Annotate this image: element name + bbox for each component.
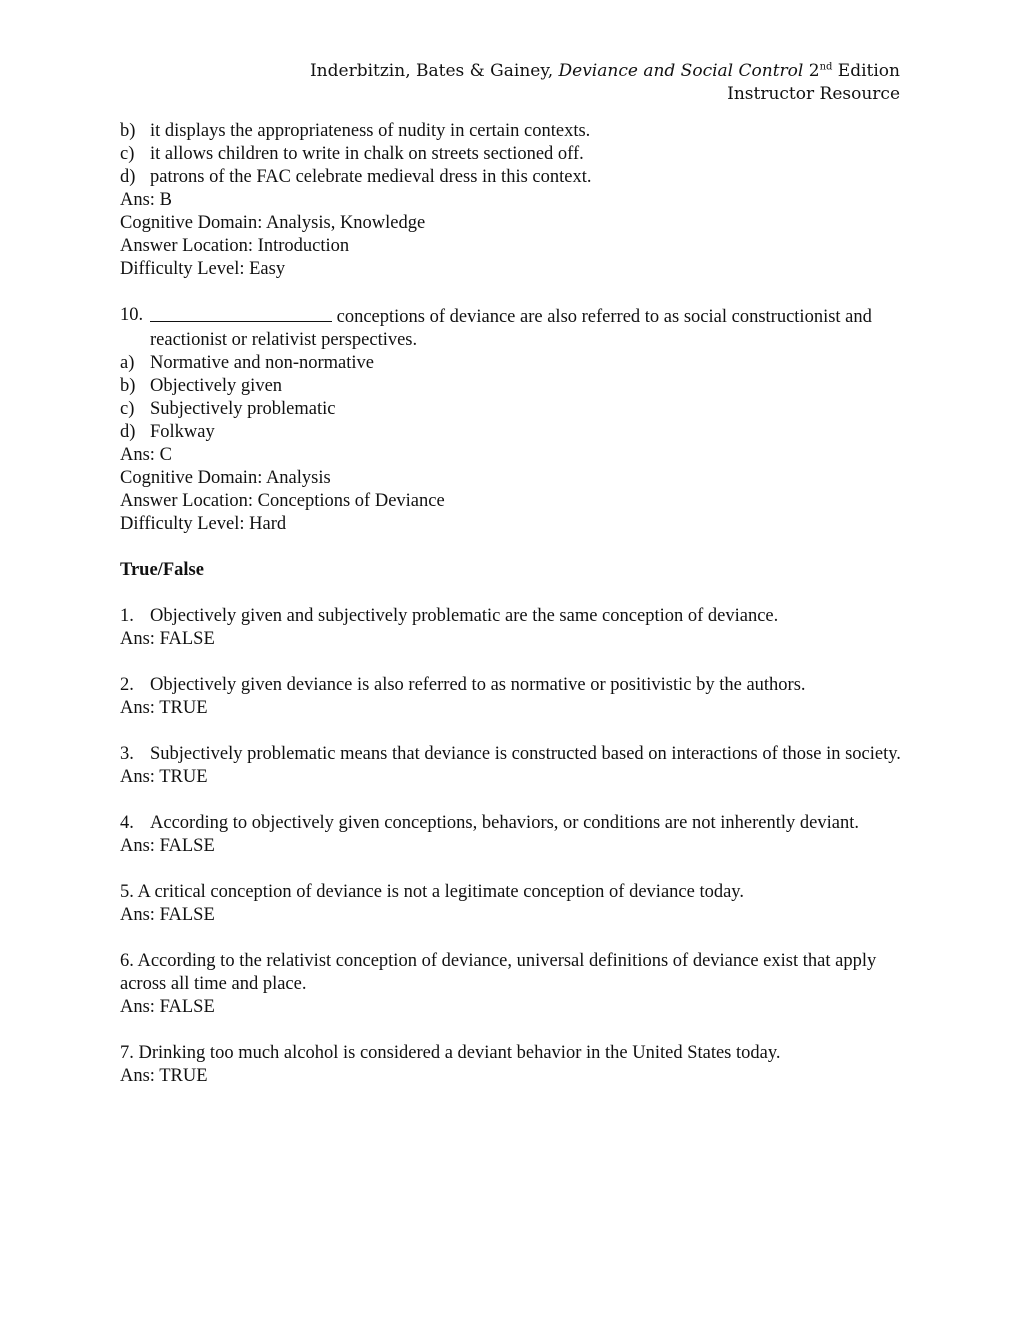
question-number: 4. xyxy=(120,813,134,833)
spacer xyxy=(120,927,910,950)
question-text: Objectively given and subjectively problematic are the same conception of deviance. xyxy=(150,606,779,626)
option-label: a) xyxy=(120,353,135,373)
spacer xyxy=(120,1019,910,1042)
tf-item-3 xyxy=(120,743,910,789)
tf-item-7 xyxy=(120,1042,910,1088)
q10-option-a xyxy=(120,352,910,375)
fill-in-blank xyxy=(150,304,332,322)
option-text: it allows children to write in chalk on streets sectioned off. xyxy=(150,144,584,164)
option-label: b) xyxy=(120,376,136,396)
option-text: it displays the appropriateness of nudity in certain contexts. xyxy=(150,121,591,141)
section-heading-true-false: True/False xyxy=(120,560,204,580)
q10-cognitive-domain: Cognitive Domain: Analysis xyxy=(120,468,331,488)
tf-item-6 xyxy=(120,950,910,1019)
q9-cognitive-domain: Cognitive Domain: Analysis, Knowledge xyxy=(120,213,426,233)
tf-question: 5. A critical conception of deviance is not a legitimate conception of deviance today. xyxy=(120,882,744,902)
q9-option-d xyxy=(120,166,910,189)
q10-answer: Ans: C xyxy=(120,445,172,465)
header-edition-number: 2 xyxy=(803,61,820,81)
question-text: Subjectively problematic means that deviance is constructed based on interactions of those in society. xyxy=(150,744,901,764)
header-edition-superscript: nd xyxy=(819,61,833,73)
tf-item-2 xyxy=(120,674,910,720)
question-number: 2. xyxy=(120,675,134,695)
tf-answer: Ans: TRUE xyxy=(120,767,208,787)
header-line-2: Instructor Resource xyxy=(727,84,900,104)
q10-answer-location: Answer Location: Conceptions of Deviance xyxy=(120,491,445,511)
q9-option-b xyxy=(120,120,910,143)
q10-difficulty: Difficulty Level: Hard xyxy=(120,514,287,534)
header-line-1 xyxy=(310,60,900,83)
spacer xyxy=(120,858,910,881)
option-text: patrons of the FAC celebrate medieval dress in this context. xyxy=(150,167,592,187)
tf-item-4 xyxy=(120,812,910,858)
q9-answer: Ans: B xyxy=(120,190,172,210)
tf-answer: Ans: FALSE xyxy=(120,997,215,1017)
q10-option-c xyxy=(120,398,910,421)
question-text: Objectively given deviance is also referred to as normative or positivistic by the authors. xyxy=(150,675,806,695)
page-header xyxy=(310,60,900,106)
tf-question xyxy=(120,674,910,697)
header-authors: Inderbitzin, Bates & Gainey, xyxy=(309,61,559,81)
tf-item-5 xyxy=(120,881,910,927)
tf-question: 7. Drinking too much alcohol is considered a deviant behavior in the United States today. xyxy=(120,1043,781,1063)
tf-answer: Ans: FALSE xyxy=(120,836,215,856)
tf-answer: Ans: TRUE xyxy=(120,698,208,718)
spacer xyxy=(120,582,910,605)
option-label: c) xyxy=(120,399,135,419)
question-text: conceptions of deviance are also referred to as social constructionist and reactionist or relativist perspectives. xyxy=(150,307,872,350)
tf-answer: Ans: FALSE xyxy=(120,905,215,925)
header-book-title: Deviance and Social Control xyxy=(558,61,804,81)
header-edition-word: Edition xyxy=(832,61,900,81)
tf-question xyxy=(120,812,910,835)
question-text: According to objectively given conceptions, behaviors, or conditions are not inherently deviant. xyxy=(150,813,859,833)
option-text: Objectively given xyxy=(150,376,283,396)
option-label: c) xyxy=(120,144,135,164)
spacer xyxy=(120,536,910,559)
option-text: Normative and non-normative xyxy=(150,353,374,373)
tf-item-1 xyxy=(120,605,910,651)
q9-difficulty: Difficulty Level: Easy xyxy=(120,259,286,279)
question-number: 1. xyxy=(120,606,134,626)
question-number: 10. xyxy=(120,305,144,325)
q9-option-c xyxy=(120,143,910,166)
option-label: d) xyxy=(120,422,136,442)
q10-option-d xyxy=(120,421,910,444)
q10-stem xyxy=(120,304,910,352)
question-10 xyxy=(120,304,910,536)
spacer xyxy=(120,720,910,743)
tf-answer: Ans: FALSE xyxy=(120,629,215,649)
option-label: d) xyxy=(120,167,136,187)
question-9-continuation xyxy=(120,120,910,281)
q10-option-b xyxy=(120,375,910,398)
spacer xyxy=(120,281,910,304)
document-body xyxy=(120,120,910,1088)
option-text: Subjectively problematic xyxy=(150,399,336,419)
option-text: Folkway xyxy=(150,422,215,442)
tf-question xyxy=(120,605,910,628)
spacer xyxy=(120,651,910,674)
tf-question: 6. According to the relativist conception of deviance, universal definitions of deviance exist that apply across all time and place. xyxy=(120,951,877,994)
tf-question xyxy=(120,743,910,766)
q9-answer-location: Answer Location: Introduction xyxy=(120,236,350,256)
spacer xyxy=(120,789,910,812)
option-label: b) xyxy=(120,121,136,141)
tf-answer: Ans: TRUE xyxy=(120,1066,208,1086)
question-number: 3. xyxy=(120,744,134,764)
